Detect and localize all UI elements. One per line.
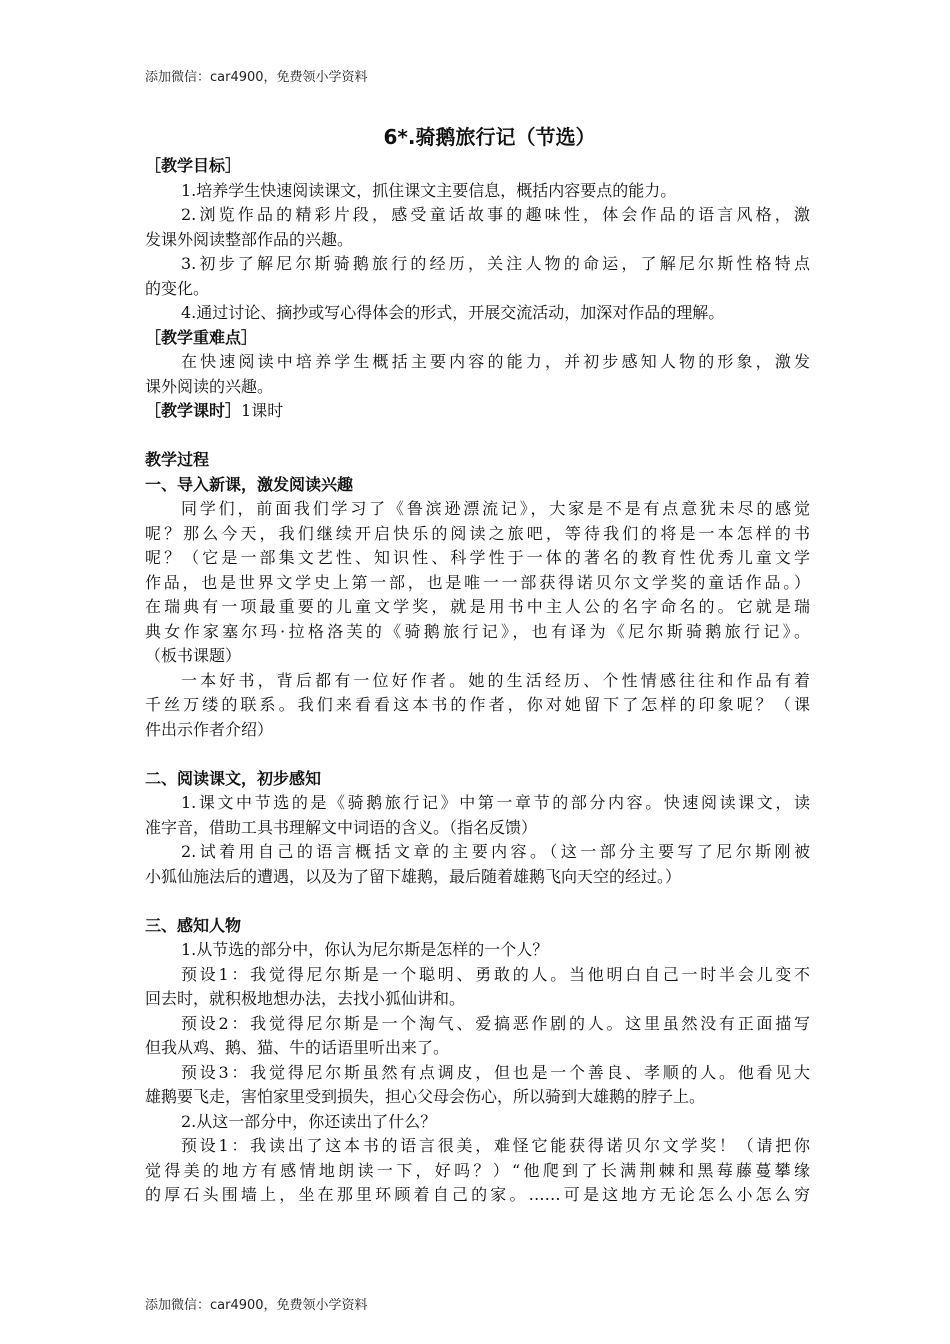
hours-row [145,399,810,424]
para-line: 同学们，前面我们学习了《鲁滨逊漂流记》，大家是不是有点意犹未尽的感觉 [181,499,810,518]
key-heading: ［教学重难点］ [145,327,258,347]
answer-line: 但我从鸡、鹅、猫、牛的话语里听出来了。 [145,1038,450,1057]
goal-line: 3.初步了解尼尔斯骑鹅旅行的经历，关注人物的命运，了解尼尔斯性格特点 [181,254,810,273]
para-line: 呢？那么今天，我们继续开启快乐的阅读之旅吧，等待我们的将是一本怎样的书 [145,523,810,543]
para-line: 在瑞典有一项最重要的儿童文学奖，就是用书中主人公的名字命名的。它就是瑞 [145,597,810,616]
para-line: 小狐仙施法后的遭遇，以及为了留下雄鹅，最后随着雄鹅飞向天空的经过。） [145,866,682,886]
hours-heading: ［教学课时］ [145,401,242,420]
para-line: 一本好书，背后都有一位好作者。她的生活经历、个性情感往往和作品有着 [181,670,810,690]
question-line: 1.从节选的部分中，你认为尼尔斯是怎样的一个人？ [181,940,549,959]
page-header: 添加微信：car4900，免费领小学资料 [145,70,368,85]
answer-line: 觉得美的地方有感情地朗读一下，好吗？）“他爬到了长满荆棘和黑莓藤蔓攀缘 [145,1160,810,1180]
goal-line: 4.通过讨论、摘抄或写心得体会的形式，开展交流活动，加深对作品的理解。 [181,303,725,322]
para-line: 准字音，借助工具书理解文中词语的含义。（指名反馈） [145,817,538,837]
para-line: 2.试着用自己的语言概括文章的主要内容。（这一部分主要写了尼尔斯刚被 [181,842,810,861]
answer-line: 的厚石头围墙上，坐在那里环顾着自己的家。……可是这地方无论怎么小怎么穷 [145,1185,810,1204]
para-line: 作品，也是世界文学史上第一部，也是唯一一部获得诺贝尔文学奖的童话作品。） [145,572,810,592]
goal-line: 1.培养学生快速阅读课文，抓住课文主要信息，概括内容要点的能力。 [181,180,677,200]
hours-value: 1课时 [241,401,284,420]
answer-line: 预设1：我读出了这本书的语言很美，难怪它能获得诺贝尔文学奖！（请把你 [181,1136,810,1155]
key-line: 在快速阅读中培养学生概括主要内容的能力，并初步感知人物的形象，激发 [181,352,810,371]
goal-line: 发课外阅读整部作品的兴趣。 [145,229,354,249]
answer-line: 预设2：我觉得尼尔斯是一个淘气、爱搞恶作剧的人。这里虽然没有正面描写 [181,1013,810,1033]
para-line: 呢？（它是一部集文艺性、知识性、科学性于一体的著名的教育性优秀儿童文学 [145,548,810,567]
para-line: 典女作家塞尔玛·拉格洛芙的《骑鹅旅行记》，也有译为《尼尔斯骑鹅旅行记》。 [145,621,810,641]
document-body [145,120,810,1208]
answer-line: 预设3：我觉得尼尔斯虽然有点调皮，但也是一个善良、孝顺的人。他看见大 [181,1062,810,1082]
para-line: 1.课文中节选的是《骑鹅旅行记》中第一章节的部分内容。快速阅读课文，读 [181,793,810,812]
para-line: 千丝万缕的联系。我们来看看这本书的作者，你对她留下了怎样的印象呢？（课 [145,695,810,714]
page-footer: 添加微信：car4900，免费领小学资料 [145,1298,368,1313]
para-line: 件出示作者介绍） [145,719,274,739]
section-2-heading: 二、阅读课文，初步感知 [145,768,322,788]
answer-line: 雄鹅要飞走，害怕家里受到损失，担心父母会伤心，所以骑到大雄鹅的脖子上。 [145,1087,706,1106]
answer-line: 回去时，就积极地想办法，去找小狐仙讲和。 [145,989,466,1008]
goals-heading: ［教学目标］ [145,156,242,175]
question-line: 2.从这一部分中，你还读出了什么？ [181,1111,437,1131]
key-line: 课外阅读的兴趣。 [145,376,274,396]
section-3-heading: 三、感知人物 [145,915,242,935]
goal-line: 的变化。 [145,278,210,298]
section-1-heading: 一、导入新课，激发阅读兴趣 [145,474,354,494]
goal-line: 2.浏览作品的精彩片段，感受童话故事的趣味性，体会作品的语言风格，激 [181,205,810,224]
process-heading: 教学过程 [145,450,210,469]
page-title: 6*.骑鹅旅行记（节选） [383,125,596,149]
answer-line: 预设1：我觉得尼尔斯是一个聪明、勇敢的人。当他明白自己一时半会儿变不 [181,964,810,984]
para-line: （板书课题） [145,646,242,665]
